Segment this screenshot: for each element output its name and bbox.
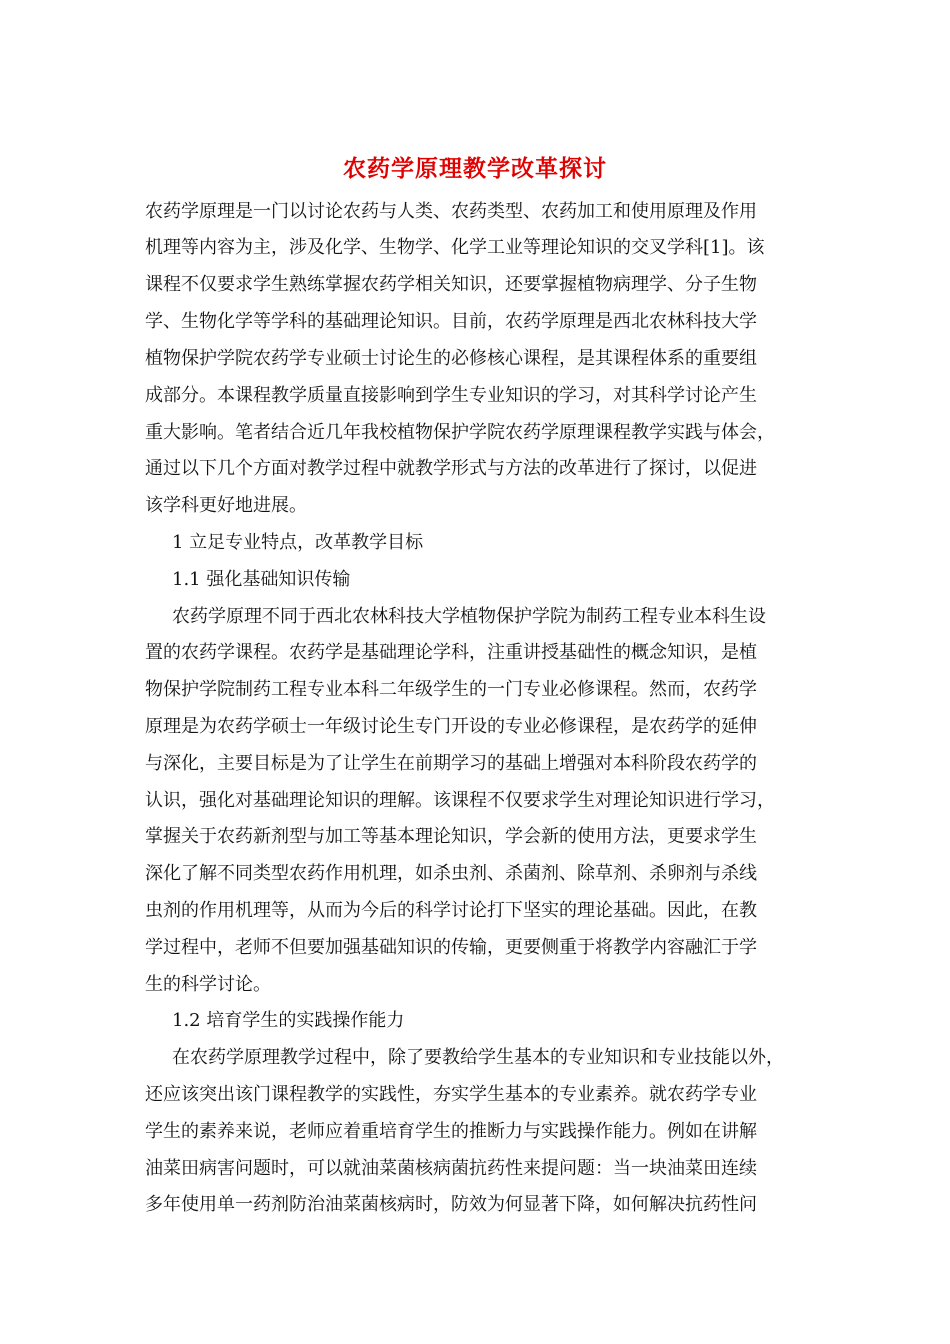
subsection-heading: 1.2 培育学生的实践操作能力	[172, 1010, 405, 1031]
paragraph-line: 生的科学讨论。	[145, 974, 271, 995]
paragraph-line: 置的农药学课程。农药学是基础理论学科，注重讲授基础性的概念知识，是植	[145, 642, 757, 663]
paragraph-line: 在农药学原理教学过程中，除了要教给学生基本的专业知识和专业技能以外，	[172, 1047, 784, 1068]
section-heading: 1 立足专业特点，改革教学目标	[172, 532, 424, 553]
paragraph-line: 农药学原理是一门以讨论农药与人类、农药类型、农药加工和使用原理及作用	[145, 201, 757, 222]
paragraph-line: 油菜田病害问题时，可以就油菜菌核病菌抗药性来提问题：当一块油菜田连续	[145, 1158, 757, 1179]
paragraph-line: 掌握关于农药新剂型与加工等基本理论知识，学会新的使用方法，更要求学生	[145, 826, 757, 847]
paragraph-line: 课程不仅要求学生熟练掌握农药学相关知识，还要掌握植物病理学、分子生物	[145, 274, 757, 295]
paragraph-line: 通过以下几个方面对教学过程中就教学形式与方法的改革进行了探讨，以促进	[145, 458, 757, 479]
paragraph-line: 虫剂的作用机理等，从而为今后的科学讨论打下坚实的理论基础。因此，在教	[145, 900, 757, 921]
paragraph-line: 植物保护学院农药学专业硕士讨论生的必修核心课程，是其课程体系的重要组	[145, 348, 757, 369]
paragraph-line: 多年使用单一药剂防治油菜菌核病时，防效为何显著下降，如何解决抗药性问	[145, 1194, 757, 1215]
paragraph-line: 重大影响。笔者结合近几年我校植物保护学院农药学原理课程教学实践与体会，	[145, 422, 775, 443]
paragraph-line: 还应该突出该门课程教学的实践性，夯实学生基本的专业素养。就农药学专业	[145, 1084, 757, 1105]
document-title: 农药学原理教学改革探讨	[343, 155, 607, 182]
paragraph-line: 原理是为农药学硕士一年级讨论生专门开设的专业必修课程，是农药学的延伸	[145, 716, 757, 737]
paragraph-line: 学生的素养来说，老师应着重培育学生的推断力与实践操作能力。例如在讲解	[145, 1121, 757, 1142]
paragraph-line: 学过程中，老师不但要加强基础知识的传输，更要侧重于将教学内容融汇于学	[145, 937, 757, 958]
paragraph-line: 该学科更好地进展。	[145, 495, 307, 516]
subsection-heading: 1.1 强化基础知识传输	[172, 569, 351, 590]
paragraph-line: 深化了解不同类型农药作用机理，如杀虫剂、杀菌剂、除草剂、杀卵剂与杀线	[145, 863, 757, 884]
paragraph-line: 农药学原理不同于西北农林科技大学植物保护学院为制药工程专业本科生设	[172, 606, 766, 627]
paragraph-line: 学、生物化学等学科的基础理论知识。目前，农药学原理是西北农林科技大学	[145, 311, 757, 332]
paragraph-line: 与深化，主要目标是为了让学生在前期学习的基础上增强对本科阶段农药学的	[145, 753, 757, 774]
paragraph-line: 认识，强化对基础理论知识的理解。该课程不仅要求学生对理论知识进行学习，	[145, 790, 775, 811]
paragraph-line: 物保护学院制药工程专业本科二年级学生的一门专业必修课程。然而，农药学	[145, 679, 757, 700]
paragraph-line: 机理等内容为主，涉及化学、生物学、化学工业等理论知识的交叉学科[1]。该	[145, 237, 765, 258]
paragraph-line: 成部分。本课程教学质量直接影响到学生专业知识的学习，对其科学讨论产生	[145, 385, 757, 406]
